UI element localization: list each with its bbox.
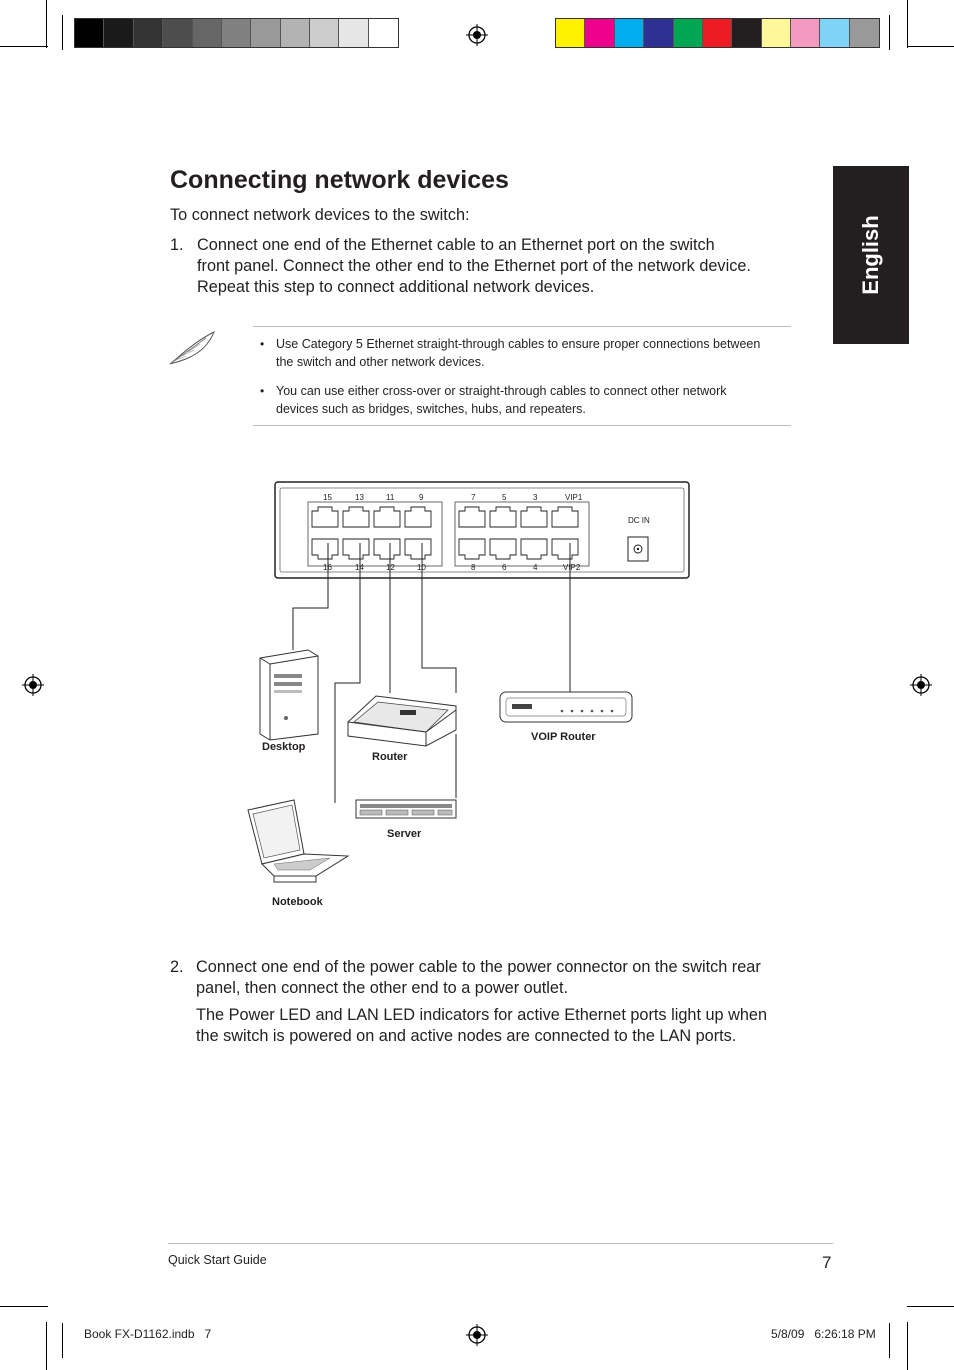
step-number: 1. bbox=[170, 236, 184, 254]
color-swatch bbox=[585, 19, 614, 47]
router-label: Router bbox=[372, 751, 408, 763]
registration-mark-icon bbox=[466, 1324, 488, 1346]
router-icon bbox=[348, 696, 456, 746]
color-swatch bbox=[674, 19, 703, 47]
notebook-icon bbox=[248, 800, 348, 882]
step1-line: Repeat this step to connect additional network devices. bbox=[197, 278, 595, 296]
color-swatch bbox=[615, 19, 644, 47]
bullet: • bbox=[260, 384, 265, 398]
slug-file: Book FX-D1162.indb 7 bbox=[84, 1327, 212, 1341]
color-swatch bbox=[762, 19, 791, 47]
crop-mark bbox=[907, 1306, 954, 1307]
color-swatch bbox=[820, 19, 849, 47]
voip-router-icon bbox=[500, 692, 632, 722]
color-swatch bbox=[134, 19, 163, 47]
server-label: Server bbox=[387, 828, 422, 840]
port-number: 6 bbox=[502, 563, 507, 572]
footer-rule bbox=[168, 1243, 833, 1244]
desktop-label: Desktop bbox=[262, 741, 306, 753]
port-number: VIP2 bbox=[563, 563, 581, 572]
page-number: 7 bbox=[822, 1253, 832, 1272]
color-swatch bbox=[222, 19, 251, 47]
connection-diagram bbox=[230, 478, 700, 918]
crop-mark bbox=[46, 1322, 47, 1370]
crop-mark bbox=[0, 46, 48, 47]
registration-mark-icon bbox=[466, 24, 488, 46]
port-number: 13 bbox=[355, 493, 364, 502]
port-number: 3 bbox=[533, 493, 538, 502]
cable-server bbox=[422, 543, 456, 798]
port-number: 10 bbox=[417, 563, 426, 572]
note-line: the switch and other network devices. bbox=[276, 355, 485, 369]
server-icon bbox=[356, 800, 456, 818]
port-number: 16 bbox=[323, 563, 332, 572]
step2-line: panel, then connect the other end to a power outlet. bbox=[196, 979, 569, 997]
note-line: You can use either cross-over or straight-through cables to connect other network bbox=[276, 384, 727, 398]
color-swatch bbox=[644, 19, 673, 47]
color-swatch bbox=[339, 19, 368, 47]
color-swatch bbox=[193, 19, 222, 47]
grayscale-bar bbox=[74, 18, 399, 48]
color-swatch bbox=[75, 19, 104, 47]
crop-mark bbox=[907, 46, 954, 47]
step1-line: front panel. Connect the other end to the Ethernet port of the network device. bbox=[197, 257, 751, 275]
feather-pen-icon bbox=[166, 328, 218, 368]
voip-router-label: VOIP Router bbox=[531, 731, 596, 743]
color-swatch bbox=[310, 19, 339, 47]
step2-line: The Power LED and LAN LED indicators for active Ethernet ports light up when bbox=[196, 1006, 768, 1024]
desktop-icon bbox=[260, 650, 318, 740]
notebook-label: Notebook bbox=[272, 896, 323, 908]
port-number: VIP1 bbox=[565, 493, 583, 502]
port-number: 7 bbox=[471, 493, 476, 502]
color-swatch bbox=[850, 19, 879, 47]
color-swatch bbox=[703, 19, 732, 47]
step1-line: Connect one end of the Ethernet cable to an Ethernet port on the switch bbox=[197, 236, 715, 254]
color-swatch bbox=[281, 19, 310, 47]
color-swatch bbox=[251, 19, 280, 47]
port-number: 9 bbox=[419, 493, 424, 502]
port-number: 15 bbox=[323, 493, 332, 502]
color-swatch bbox=[732, 19, 761, 47]
port-number: 5 bbox=[502, 493, 507, 502]
crop-mark bbox=[62, 1323, 63, 1358]
color-swatch bbox=[556, 19, 585, 47]
color-bar bbox=[555, 18, 880, 48]
crop-mark bbox=[889, 1323, 890, 1358]
note-line: Use Category 5 Ethernet straight-through cables to ensure proper connections between bbox=[276, 337, 761, 351]
intro-text: To connect network devices to the switch: bbox=[170, 206, 470, 224]
note-top-rule bbox=[253, 326, 791, 327]
color-swatch bbox=[791, 19, 820, 47]
registration-mark-icon bbox=[910, 674, 932, 696]
dc-in-label: DC IN bbox=[628, 516, 650, 525]
color-swatch bbox=[369, 19, 398, 47]
language-tab bbox=[833, 166, 909, 344]
note-bottom-rule bbox=[253, 425, 791, 426]
switch-panel bbox=[275, 482, 689, 578]
port-number: 8 bbox=[471, 563, 476, 572]
step2-line: Connect one end of the power cable to the power connector on the switch rear bbox=[196, 958, 761, 976]
step-number: 2. bbox=[170, 958, 184, 976]
port-number: 4 bbox=[533, 563, 538, 572]
step2-line: the switch is powered on and active nodes are connected to the LAN ports. bbox=[196, 1027, 737, 1045]
bullet: • bbox=[260, 337, 265, 351]
color-swatch bbox=[163, 19, 192, 47]
port-number: 14 bbox=[355, 563, 364, 572]
crop-mark bbox=[907, 0, 908, 48]
crop-mark bbox=[907, 1322, 908, 1370]
footer-guide-title: Quick Start Guide bbox=[168, 1253, 267, 1267]
slug-timestamp: 5/8/09 6:26:18 PM bbox=[771, 1327, 876, 1341]
cable-notebook bbox=[335, 543, 360, 803]
color-swatch bbox=[104, 19, 133, 47]
crop-mark bbox=[0, 1306, 48, 1307]
language-tab-label: English bbox=[858, 215, 883, 295]
port-number: 11 bbox=[386, 493, 395, 502]
page-title: Connecting network devices bbox=[170, 166, 509, 194]
port-number: 12 bbox=[386, 563, 395, 572]
crop-mark bbox=[62, 15, 63, 50]
registration-mark-icon bbox=[22, 674, 44, 696]
note-line: devices such as bridges, switches, hubs, and repeaters. bbox=[276, 402, 586, 416]
crop-mark bbox=[46, 0, 47, 48]
crop-mark bbox=[889, 15, 890, 50]
